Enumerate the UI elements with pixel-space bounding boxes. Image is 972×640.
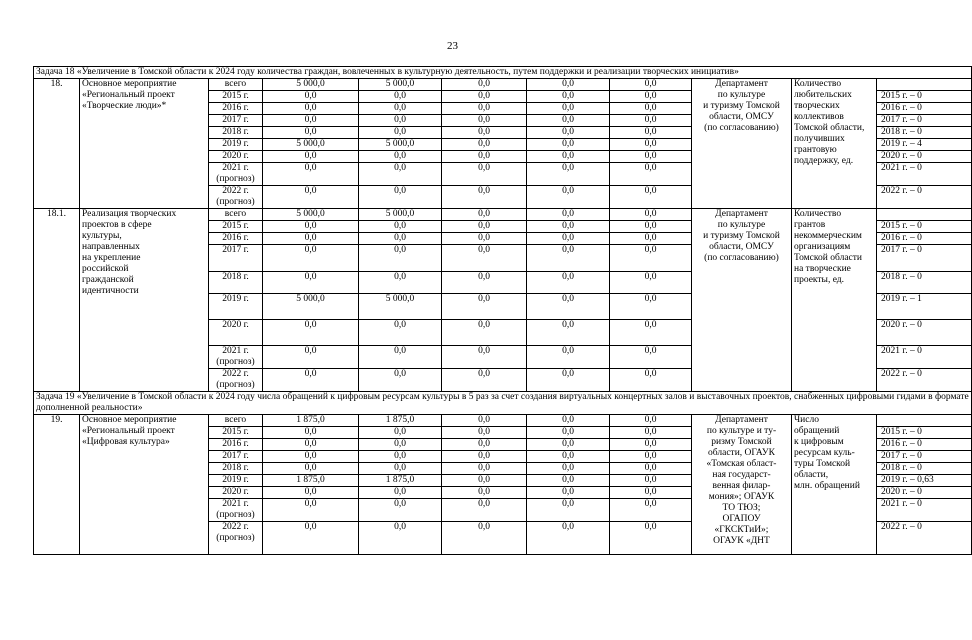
amount-cell: 0,0	[442, 475, 527, 487]
amount-cell: 0,0	[359, 163, 442, 186]
amount-cell: 0,0	[359, 127, 442, 139]
amount-cell: 0,0	[359, 463, 442, 475]
year-cell: 2021 г. (прогноз)	[209, 163, 263, 186]
amount-cell: 0,0	[610, 427, 692, 439]
amount-cell: 0,0	[442, 233, 527, 245]
amount-cell: 0,0	[527, 79, 610, 91]
indicator-value-cell: 2017 г. – 0	[877, 245, 972, 272]
amount-cell: 0,0	[610, 415, 692, 427]
amount-cell: 5 000,0	[263, 209, 359, 221]
year-cell: 2019 г.	[209, 139, 263, 151]
amount-cell: 0,0	[442, 272, 527, 294]
year-cell: 2019 г.	[209, 294, 263, 320]
amount-cell: 0,0	[263, 463, 359, 475]
indicator-value-cell: 2020 г. – 0	[877, 151, 972, 163]
amount-cell: 0,0	[527, 186, 610, 209]
amount-cell: 0,0	[527, 320, 610, 346]
amount-cell: 0,0	[610, 320, 692, 346]
amount-cell: 0,0	[610, 233, 692, 245]
year-cell: 2018 г.	[209, 127, 263, 139]
amount-cell: 0,0	[527, 369, 610, 392]
amount-cell: 0,0	[527, 163, 610, 186]
indicator-cell: Количество любительских творческих коллективов Томской области, получивших грантовую поддержку, ед.	[792, 79, 877, 209]
amount-cell: 0,0	[359, 272, 442, 294]
amount-cell: 0,0	[610, 245, 692, 272]
amount-cell: 0,0	[527, 487, 610, 499]
amount-cell: 0,0	[610, 139, 692, 151]
year-cell: 2015 г.	[209, 91, 263, 103]
amount-cell: 0,0	[527, 245, 610, 272]
indicator-value-cell: 2021 г. – 0	[877, 163, 972, 186]
amount-cell: 0,0	[610, 463, 692, 475]
amount-cell: 0,0	[527, 475, 610, 487]
amount-cell: 0,0	[610, 346, 692, 369]
indicator-value-cell: 2022 г. – 0	[877, 522, 972, 555]
amount-cell: 5 000,0	[263, 79, 359, 91]
year-cell: 2016 г.	[209, 439, 263, 451]
amount-cell: 0,0	[442, 463, 527, 475]
amount-cell: 0,0	[359, 186, 442, 209]
program-table	[33, 66, 972, 555]
year-cell: 2016 г.	[209, 103, 263, 115]
amount-cell: 0,0	[442, 415, 527, 427]
amount-cell: 0,0	[263, 233, 359, 245]
year-cell: 2022 г. (прогноз)	[209, 186, 263, 209]
amount-cell: 0,0	[442, 346, 527, 369]
amount-cell: 1 875,0	[359, 415, 442, 427]
amount-cell: 0,0	[527, 522, 610, 555]
amount-cell: 0,0	[263, 151, 359, 163]
year-cell: 2022 г. (прогноз)	[209, 522, 263, 555]
amount-cell: 0,0	[359, 499, 442, 522]
indicator-value-cell	[877, 209, 972, 221]
amount-cell: 0,0	[359, 115, 442, 127]
amount-cell: 0,0	[527, 221, 610, 233]
amount-cell: 0,0	[359, 522, 442, 555]
item-name: Реализация творческих проектов в сфере культуры, направленных на укрепление российской гражданской идентичности	[80, 209, 209, 392]
amount-cell: 0,0	[359, 320, 442, 346]
amount-cell: 5 000,0	[359, 79, 442, 91]
indicator-value-cell: 2018 г. – 0	[877, 463, 972, 475]
amount-cell: 0,0	[359, 487, 442, 499]
year-cell: 2017 г.	[209, 451, 263, 463]
amount-cell: 0,0	[527, 91, 610, 103]
indicator-value-cell: 2015 г. – 0	[877, 221, 972, 233]
indicator-cell: Число обращений к цифровым ресурсам куль- туры Томской области, млн. обращений	[792, 415, 877, 555]
amount-cell: 0,0	[442, 115, 527, 127]
item-name: Основное мероприятие «Региональный проект «Цифровая культура»	[80, 415, 209, 555]
amount-cell: 0,0	[442, 103, 527, 115]
amount-cell: 0,0	[359, 221, 442, 233]
amount-cell: 0,0	[527, 427, 610, 439]
amount-cell: 0,0	[359, 245, 442, 272]
indicator-value-cell: 2015 г. – 0	[877, 427, 972, 439]
indicator-value-cell: 2018 г. – 0	[877, 272, 972, 294]
indicator-value-cell: 2021 г. – 0	[877, 499, 972, 522]
amount-cell: 0,0	[442, 487, 527, 499]
amount-cell: 0,0	[359, 346, 442, 369]
amount-cell: 0,0	[610, 369, 692, 392]
amount-cell: 0,0	[359, 427, 442, 439]
amount-cell: 5 000,0	[263, 139, 359, 151]
amount-cell: 0,0	[359, 233, 442, 245]
amount-cell: 0,0	[263, 439, 359, 451]
amount-cell: 0,0	[263, 127, 359, 139]
amount-cell: 0,0	[442, 91, 527, 103]
amount-cell: 0,0	[527, 115, 610, 127]
year-cell: 2015 г.	[209, 221, 263, 233]
indicator-value-cell: 2022 г. – 0	[877, 186, 972, 209]
year-cell: 2021 г. (прогноз)	[209, 499, 263, 522]
amount-cell: 0,0	[263, 369, 359, 392]
amount-cell: 0,0	[442, 369, 527, 392]
amount-cell: 0,0	[610, 79, 692, 91]
page-number: 23	[447, 40, 458, 52]
amount-cell: 1 875,0	[263, 415, 359, 427]
item-number: 18.	[34, 79, 80, 209]
amount-cell: 0,0	[442, 499, 527, 522]
task-header-row	[34, 392, 972, 415]
amount-cell: 0,0	[527, 139, 610, 151]
amount-cell: 1 875,0	[359, 475, 442, 487]
amount-cell: 0,0	[527, 346, 610, 369]
amount-cell: 0,0	[442, 209, 527, 221]
table-row	[34, 79, 972, 91]
indicator-value-cell: 2022 г. – 0	[877, 369, 972, 392]
year-cell: 2020 г.	[209, 487, 263, 499]
amount-cell: 0,0	[527, 272, 610, 294]
indicator-value-cell: 2020 г. – 0	[877, 320, 972, 346]
amount-cell: 0,0	[527, 499, 610, 522]
indicator-value-cell: 2016 г. – 0	[877, 103, 972, 115]
year-cell: всего	[209, 415, 263, 427]
amount-cell: 0,0	[610, 115, 692, 127]
amount-cell: 0,0	[610, 487, 692, 499]
amount-cell: 0,0	[442, 79, 527, 91]
indicator-value-cell: 2016 г. – 0	[877, 439, 972, 451]
amount-cell: 0,0	[263, 427, 359, 439]
amount-cell: 0,0	[527, 451, 610, 463]
amount-cell: 0,0	[263, 272, 359, 294]
amount-cell: 0,0	[263, 221, 359, 233]
year-cell: 2018 г.	[209, 463, 263, 475]
amount-cell: 5 000,0	[359, 294, 442, 320]
amount-cell: 0,0	[263, 245, 359, 272]
year-cell: 2015 г.	[209, 427, 263, 439]
item-number: 19.	[34, 415, 80, 555]
amount-cell: 5 000,0	[359, 209, 442, 221]
year-cell: всего	[209, 79, 263, 91]
amount-cell: 0,0	[527, 209, 610, 221]
amount-cell: 0,0	[263, 346, 359, 369]
amount-cell: 0,0	[359, 151, 442, 163]
amount-cell: 0,0	[263, 115, 359, 127]
indicator-value-cell: 2019 г. – 0,63	[877, 475, 972, 487]
amount-cell: 0,0	[610, 103, 692, 115]
amount-cell: 0,0	[442, 151, 527, 163]
task-header-row	[34, 67, 972, 79]
amount-cell: 0,0	[359, 369, 442, 392]
amount-cell: 0,0	[527, 463, 610, 475]
amount-cell: 0,0	[263, 499, 359, 522]
year-cell: 2020 г.	[209, 320, 263, 346]
amount-cell: 0,0	[359, 103, 442, 115]
year-cell: 2022 г. (прогноз)	[209, 369, 263, 392]
amount-cell: 0,0	[442, 245, 527, 272]
indicator-value-cell: 2015 г. – 0	[877, 91, 972, 103]
responsible-cell: Департамент по культуре и ту- ризму Томской области, ОГАУК «Томская област- ная государст- венная филар- мония»; ОГАУК ТО ТЮЗ; ОГАПОУ «ГКСКТиИ»; ОГАУК «ДНТ	[692, 415, 792, 555]
indicator-value-cell: 2020 г. – 0	[877, 487, 972, 499]
year-cell: 2018 г.	[209, 272, 263, 294]
item-name: Основное мероприятие «Региональный проект «Творческие люди»*	[80, 79, 209, 209]
amount-cell: 0,0	[527, 294, 610, 320]
amount-cell: 0,0	[263, 103, 359, 115]
amount-cell: 0,0	[610, 451, 692, 463]
amount-cell: 0,0	[527, 415, 610, 427]
year-cell: всего	[209, 209, 263, 221]
amount-cell: 5 000,0	[263, 294, 359, 320]
amount-cell: 0,0	[442, 163, 527, 186]
amount-cell: 1 875,0	[263, 475, 359, 487]
item-number: 18.1.	[34, 209, 80, 392]
indicator-value-cell: 2017 г. – 0	[877, 451, 972, 463]
amount-cell: 0,0	[263, 451, 359, 463]
amount-cell: 0,0	[610, 439, 692, 451]
amount-cell: 0,0	[527, 103, 610, 115]
indicator-cell: Количество грантов некоммерческим организациям Томской области на творческие проекты, ед.	[792, 209, 877, 392]
year-cell: 2016 г.	[209, 233, 263, 245]
amount-cell: 0,0	[610, 475, 692, 487]
amount-cell: 0,0	[610, 294, 692, 320]
amount-cell: 0,0	[359, 451, 442, 463]
amount-cell: 0,0	[442, 139, 527, 151]
indicator-value-cell: 2019 г. – 4	[877, 139, 972, 151]
amount-cell: 0,0	[610, 499, 692, 522]
indicator-value-cell	[877, 79, 972, 91]
amount-cell: 0,0	[610, 221, 692, 233]
year-cell: 2020 г.	[209, 151, 263, 163]
year-cell: 2017 г.	[209, 245, 263, 272]
indicator-value-cell: 2017 г. – 0	[877, 115, 972, 127]
responsible-cell: Департамент по культуре и туризму Томской области, ОМСУ (по согласованию)	[692, 79, 792, 209]
amount-cell: 0,0	[263, 320, 359, 346]
amount-cell: 0,0	[263, 163, 359, 186]
amount-cell: 0,0	[442, 221, 527, 233]
amount-cell: 0,0	[442, 294, 527, 320]
year-cell: 2019 г.	[209, 475, 263, 487]
table-row	[34, 415, 972, 427]
task-title: Задача 19 «Увеличение в Томской области к 2024 году числа обращений к цифровым ресурсам культуры в 5 раз за счет создания виртуальных концертных залов и выставочных проектов, снабженных цифровыми гидами в формате дополненной реальности»	[34, 392, 972, 415]
amount-cell: 0,0	[610, 186, 692, 209]
indicator-value-cell: 2021 г. – 0	[877, 346, 972, 369]
amount-cell: 0,0	[263, 522, 359, 555]
year-cell: 2017 г.	[209, 115, 263, 127]
amount-cell: 0,0	[610, 163, 692, 186]
table-body	[34, 67, 972, 555]
amount-cell: 0,0	[610, 127, 692, 139]
amount-cell: 0,0	[527, 233, 610, 245]
amount-cell: 5 000,0	[359, 139, 442, 151]
amount-cell: 0,0	[610, 522, 692, 555]
amount-cell: 0,0	[442, 522, 527, 555]
table-row	[34, 209, 972, 221]
indicator-value-cell: 2019 г. – 1	[877, 294, 972, 320]
amount-cell: 0,0	[442, 427, 527, 439]
indicator-value-cell: 2016 г. – 0	[877, 233, 972, 245]
amount-cell: 0,0	[610, 209, 692, 221]
amount-cell: 0,0	[527, 151, 610, 163]
amount-cell: 0,0	[610, 151, 692, 163]
amount-cell: 0,0	[263, 91, 359, 103]
amount-cell: 0,0	[263, 186, 359, 209]
indicator-value-cell	[877, 415, 972, 427]
amount-cell: 0,0	[442, 451, 527, 463]
year-cell: 2021 г. (прогноз)	[209, 346, 263, 369]
amount-cell: 0,0	[527, 127, 610, 139]
amount-cell: 0,0	[442, 186, 527, 209]
responsible-cell: Департамент по культуре и туризму Томской области, ОМСУ (по согласованию)	[692, 209, 792, 392]
amount-cell: 0,0	[442, 127, 527, 139]
amount-cell: 0,0	[359, 439, 442, 451]
task-title: Задача 18 «Увеличение в Томской области к 2024 году количества граждан, вовлеченных в культурную деятельность, путем поддержки и реализации творческих инициатив»	[34, 67, 972, 79]
indicator-value-cell: 2018 г. – 0	[877, 127, 972, 139]
amount-cell: 0,0	[610, 272, 692, 294]
amount-cell: 0,0	[263, 487, 359, 499]
amount-cell: 0,0	[610, 91, 692, 103]
amount-cell: 0,0	[442, 320, 527, 346]
amount-cell: 0,0	[359, 91, 442, 103]
amount-cell: 0,0	[527, 439, 610, 451]
amount-cell: 0,0	[442, 439, 527, 451]
